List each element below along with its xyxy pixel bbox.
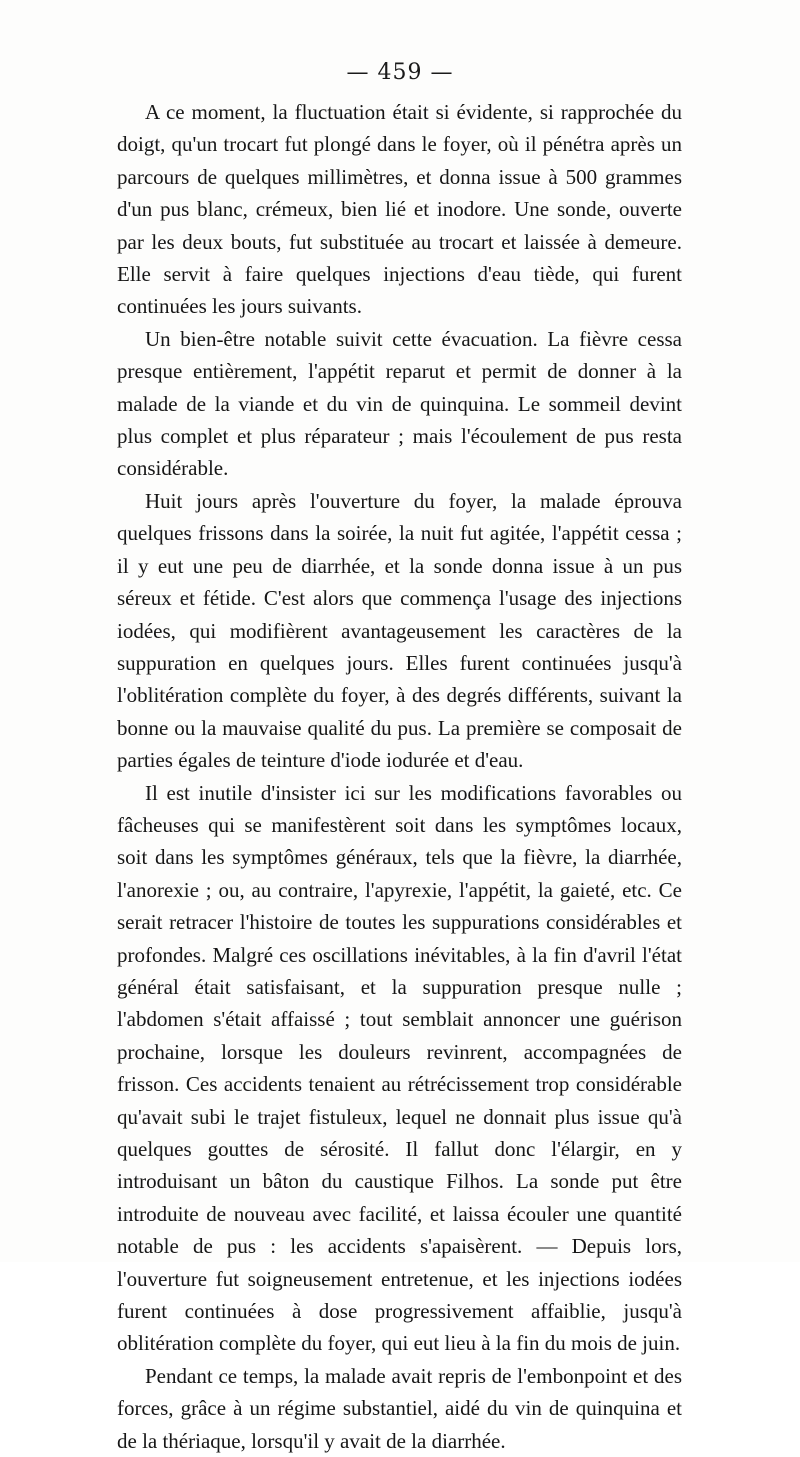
paragraph-2: Un bien-être notable suivit cette évacuation. La fièvre cessa presque entièrement, l'appétit reparut et permit de donner à la malade de la viande et du vin de quinquina. Le sommeil devint plus complet et plus réparateur ; mais l'écoulement de pus resta considérable. <box>117 326 682 481</box>
body-text <box>117 96 682 1457</box>
page-number: — 459 — <box>346 60 454 85</box>
paragraph-1: A ce moment, la fluctuation était si évidente, si rapprochée du doigt, qu'un trocart fut plongé dans le foyer, où il pénétra après un parcours de quelques millimètres, et donna issue à 500 grammes d'un pus blanc, crémeux, bien lié et inodore. Une sonde, ouverte par les deux bouts, fut substituée au trocart et laissée à demeure. Elle servit à faire quelques injections d'eau tiède, qui furent continuées les jours suivants. <box>117 100 682 319</box>
paragraph-5: Pendant ce temps, la malade avait repris de l'embonpoint et des forces, grâce à un régime substantiel, aidé du vin de quinquina et de la thériaque, lorsqu'il y avait de la diarrhée. <box>117 1363 682 1453</box>
paragraph-4: Il est inutile d'insister ici sur les modifications favorables ou fâcheuses qui se manifestèrent soit dans les symptômes locaux, soit dans les symptômes généraux, tels que la fièvre, la diarrhée, l'anorexie ; ou, au contraire, l'apyrexie, l'appétit, la gaieté, etc. Ce serait retracer l'histoire de toutes les suppurations considérables et profondes. Malgré ces oscillations inévitables, à la fin d'avril l'état général était satisfaisant, et la suppuration presque nulle ; l'abdomen s'était affaissé ; tout semblait annoncer une guérison prochaine, lorsque les douleurs revinrent, accompagnées de frisson. Ces accidents tenaient au rétrécissement trop considérable qu'avait subi le trajet fistuleux, lequel ne donnait plus issue qu'à quelques gouttes de sérosité. Il fallut donc l'élargir, en y introduisant un bâton du caustique Filhos. La sonde put être introduite de nouveau avec facilité, et laissa écouler une quantité notable de pus : les accidents s'apaisèrent. — Depuis lors, l'ouverture fut soigneusement entretenue, et les injections iodées furent continuées à dose progressivement affaiblie, jusqu'à oblitération complète du foyer, qui eut lieu à la fin du mois de juin. <box>117 780 682 1356</box>
paragraph-3: Huit jours après l'ouverture du foyer, la malade éprouva quelques frissons dans la soirée, la nuit fut agitée, l'appétit cessa ; il y eut une peu de diarrhée, et la sonde donna issue à un pus séreux et fétide. C'est alors que commença l'usage des injections iodées, qui modifièrent avantageusement les caractères de la suppuration en quelques jours. Elles furent continuées jusqu'à l'oblitération complète du foyer, à des degrés différents, suivant la bonne ou la mauvaise qualité du pus. La première se composait de parties égales de teinture d'iode iodurée et d'eau. <box>117 488 682 773</box>
